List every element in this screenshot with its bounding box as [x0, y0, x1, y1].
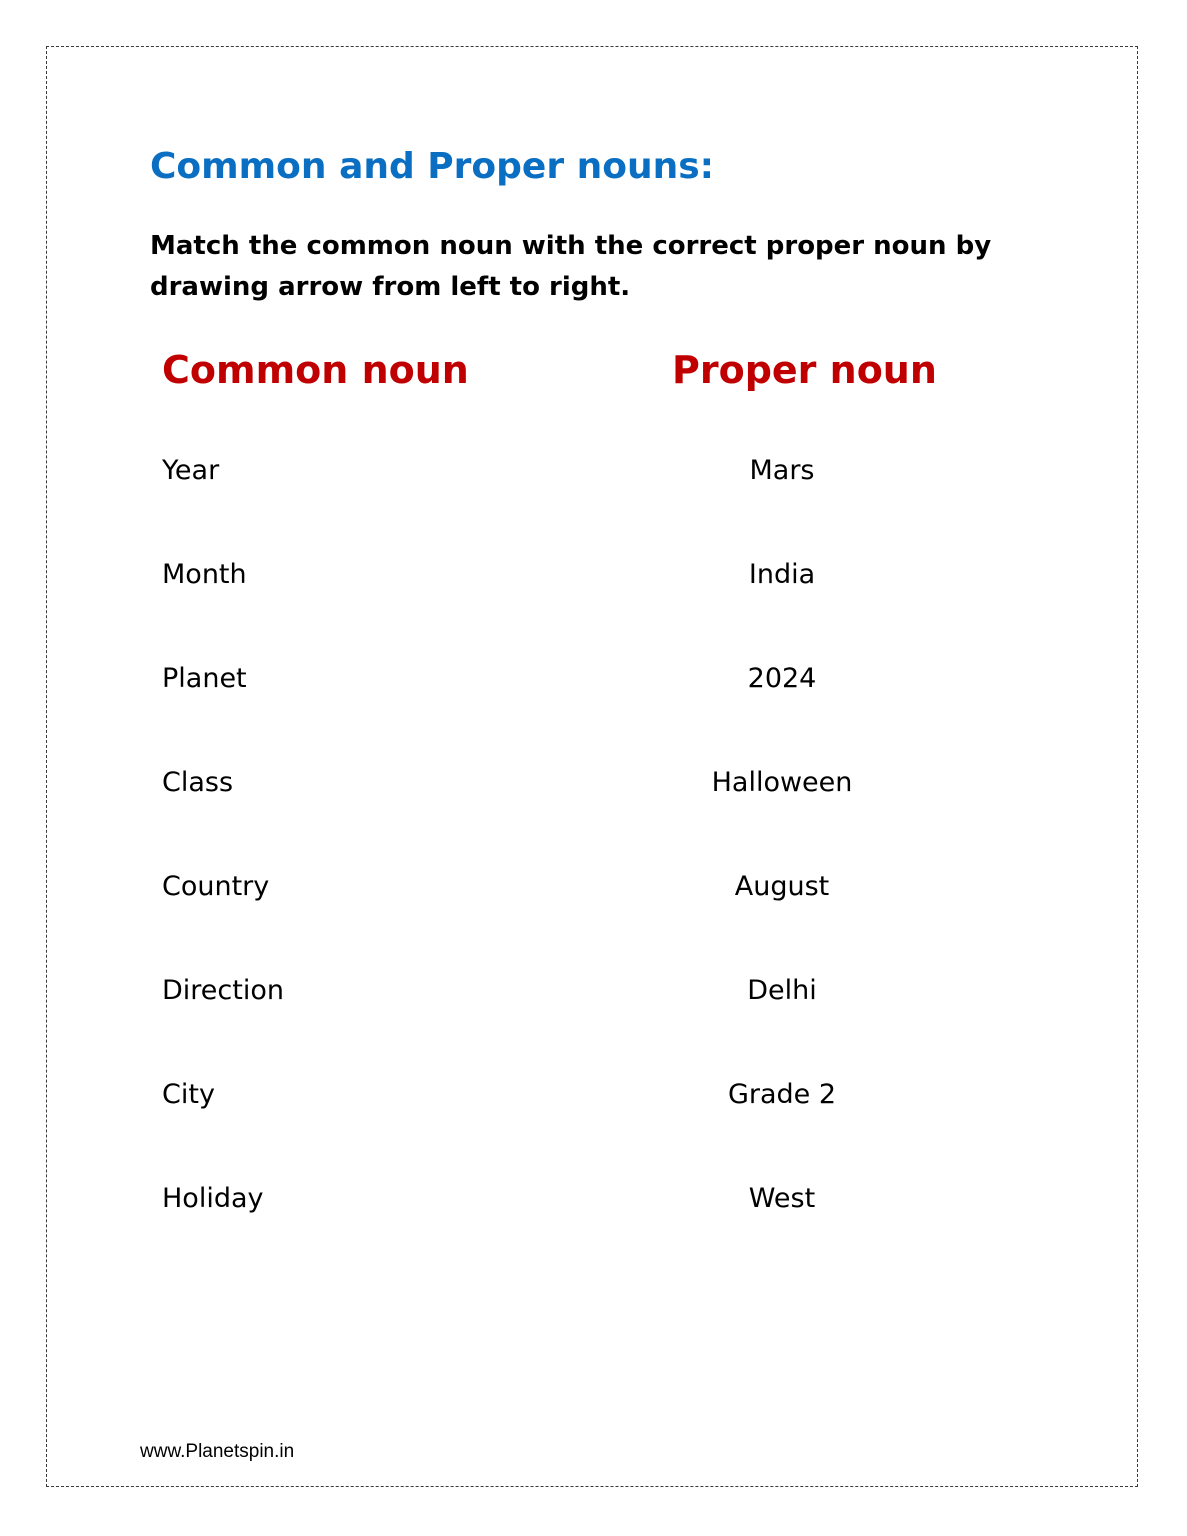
common-noun-item: City: [162, 1079, 215, 1110]
proper-noun-item: Halloween: [711, 767, 853, 798]
proper-noun-item: Delhi: [747, 975, 817, 1006]
worksheet-instructions: Match the common noun with the correct proper noun by drawing arrow from left to right.: [150, 231, 992, 302]
proper-noun-item: 2024: [747, 663, 817, 694]
common-noun-item: Month: [162, 559, 247, 590]
common-noun-header: Common noun: [162, 348, 469, 392]
proper-noun-header: Proper noun: [672, 348, 937, 392]
proper-noun-item: India: [748, 559, 816, 590]
common-noun-item: Direction: [162, 975, 284, 1006]
proper-noun-item: West: [748, 1183, 816, 1214]
common-noun-item: Country: [162, 871, 270, 902]
proper-noun-item: Grade 2: [727, 1079, 837, 1110]
proper-noun-item: Mars: [749, 455, 815, 486]
common-noun-item: Class: [162, 767, 234, 798]
footer-website: www.Planetspin.in: [140, 1441, 295, 1462]
worksheet-title: Common and Proper nouns:: [150, 146, 715, 187]
common-noun-item: Planet: [162, 663, 247, 694]
proper-noun-item: August: [734, 871, 830, 902]
common-noun-item: Holiday: [162, 1183, 264, 1214]
common-noun-item: Year: [162, 455, 220, 486]
